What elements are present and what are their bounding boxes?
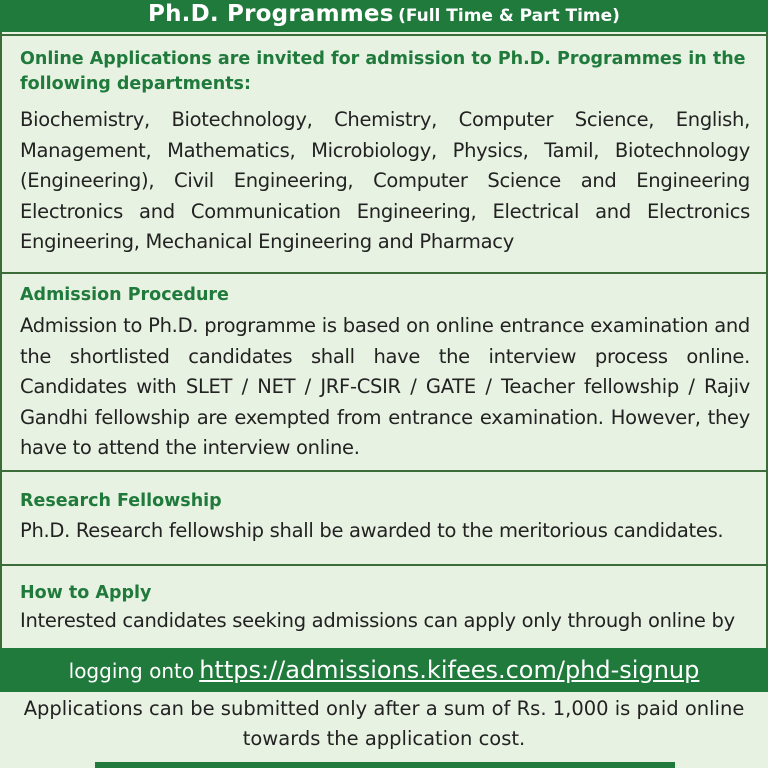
bottom-bar bbox=[95, 762, 675, 768]
page-title: Ph.D. Programmes bbox=[148, 1, 394, 27]
fee-note-line-1: Applications can be submitted only after a sum of Rs. 1,000 is paid online bbox=[23, 697, 745, 720]
research-fellowship-text: Ph.D. Research fellowship shall be awarded to the meritorious candidates. bbox=[20, 519, 724, 542]
left-border bbox=[0, 32, 2, 648]
divider-2 bbox=[0, 470, 768, 472]
fee-note-line-2: towards the application cost. bbox=[242, 727, 526, 750]
divider-3 bbox=[0, 564, 768, 566]
how-to-apply-text: Interested candidates seeking admissions can apply only through online by bbox=[20, 609, 735, 632]
title-banner bbox=[0, 0, 768, 32]
page-subtitle: (Full Time & Part Time) bbox=[398, 6, 620, 26]
research-fellowship-heading: Research Fellowship bbox=[20, 491, 222, 511]
apply-link[interactable]: https://admissions.kifees.com/phd-signup bbox=[199, 656, 700, 684]
divider-top bbox=[0, 34, 768, 36]
how-to-apply-heading: How to Apply bbox=[20, 583, 152, 603]
apply-link-bar bbox=[0, 648, 768, 692]
application-fee-note bbox=[0, 694, 768, 754]
divider-1 bbox=[0, 272, 768, 274]
admission-procedure-text: Admission to Ph.D. programme is based on online entrance examination and the shortlisted candidates shall have the interview process online. Candidates with SLET / NET / JRF-CSIR / GATE / Teacher fellowship / Rajiv Gandhi fellowship are exempted from entrance examination. However, they have to attend the interview online. bbox=[20, 314, 750, 459]
departments-heading: Online Applications are invited for admission to Ph.D. Programmes in the following departments: bbox=[20, 49, 746, 94]
departments-list: Biochemistry, Biotechnology, Chemistry, Computer Science, English, Management, Mathematics, Microbiology, Physics, Tamil, Biotechnology (Engineering), Civil Engineering, Computer Science and Engineering Electronics and Communication Engineering, Electrical and Electronics Engineering, Mechanical Engineering and Pharmacy bbox=[20, 108, 750, 253]
apply-link-prefix: logging onto bbox=[68, 659, 195, 683]
admission-procedure-heading: Admission Procedure bbox=[20, 285, 229, 305]
